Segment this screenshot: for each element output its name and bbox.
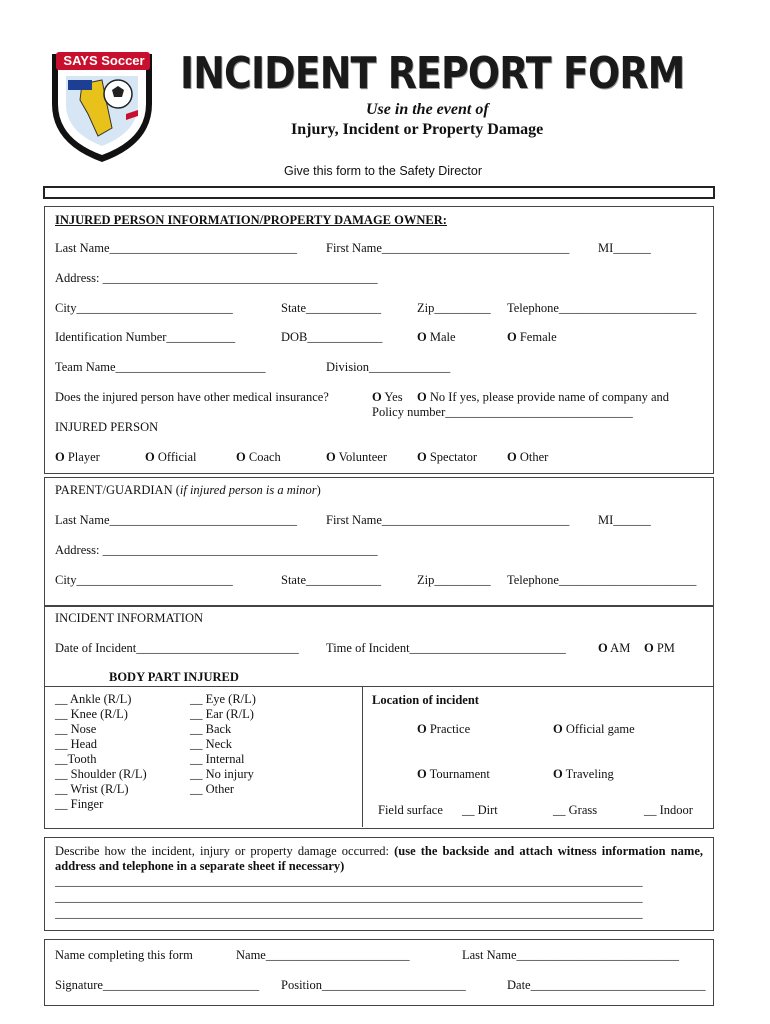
- section2-heading-end: ): [316, 483, 321, 497]
- female-option[interactable]: [507, 330, 557, 345]
- description-bold-text: (use the backside and attach witness information name, address and telephone in a separate sheet if necessary): [55, 844, 703, 873]
- female-label: Female: [519, 330, 557, 344]
- description-instructions: [55, 844, 703, 874]
- location-official-game[interactable]: [553, 722, 635, 737]
- policy-number[interactable]: Policy number______________________________: [372, 405, 633, 419]
- body-part-head[interactable]: __ Head: [55, 737, 97, 751]
- form-subtitle: Use in the event of: [366, 101, 489, 118]
- location-traveling[interactable]: [553, 767, 614, 782]
- body-part-no-injury[interactable]: __ No injury: [190, 767, 254, 781]
- parent-city[interactable]: City_________________________: [55, 573, 233, 587]
- form-instruction: Give this form to the Safety Director: [284, 164, 482, 178]
- pm-label: PM: [656, 641, 675, 655]
- description-line[interactable]: ______________________________________________________________________________________________: [55, 874, 643, 888]
- role-label: Spectator: [429, 450, 478, 464]
- logo-top-text: SAYS Soccer: [63, 53, 145, 68]
- body-part-neck[interactable]: __ Neck: [190, 737, 232, 751]
- section2-heading: [55, 483, 321, 498]
- surface-grass[interactable]: __ Grass: [553, 803, 598, 817]
- injured-last-name[interactable]: Last Name______________________________: [55, 241, 297, 255]
- role-label: Player: [67, 450, 100, 464]
- body-part-ear[interactable]: __ Ear (R/L): [190, 707, 254, 721]
- role-player[interactable]: [55, 450, 100, 465]
- injured-city[interactable]: City_________________________: [55, 301, 233, 315]
- radio-mark: O: [598, 641, 608, 655]
- body-part-back[interactable]: __ Back: [190, 722, 232, 736]
- injured-mi[interactable]: MI______: [598, 241, 651, 255]
- role-label: Volunteer: [338, 450, 388, 464]
- pm-option[interactable]: [644, 641, 675, 656]
- surface-dirt[interactable]: __ Dirt: [462, 803, 498, 817]
- says-soccer-logo: [42, 44, 162, 164]
- location-heading: Location of incident: [372, 693, 479, 707]
- division[interactable]: Division_____________: [326, 360, 451, 374]
- body-part-shoulder[interactable]: __ Shoulder (R/L): [55, 767, 147, 781]
- insurance-no-option[interactable]: [417, 390, 669, 405]
- am-label: AM: [610, 641, 631, 655]
- injured-address[interactable]: Address: ____________________________________________: [55, 271, 378, 285]
- injured-first-name[interactable]: First Name______________________________: [326, 241, 570, 255]
- position-field[interactable]: Position_______________________: [281, 978, 466, 992]
- parent-first-name[interactable]: First Name______________________________: [326, 513, 570, 527]
- radio-mark: O: [417, 330, 427, 344]
- location-tournament[interactable]: [417, 767, 490, 782]
- section3-heading: INCIDENT INFORMATION: [55, 611, 204, 625]
- body-part-heading: BODY PART INJURED: [109, 670, 239, 684]
- body-part-eye[interactable]: __ Eye (R/L): [190, 692, 256, 706]
- team-name[interactable]: Team Name________________________: [55, 360, 266, 374]
- radio-mark: O: [326, 450, 336, 464]
- form-subtitle-2: Injury, Incident or Property Damage: [291, 121, 544, 138]
- radio-mark: O: [553, 722, 563, 736]
- parent-address[interactable]: Address: ____________________________________________: [55, 543, 378, 557]
- insurance-question: Does the injured person have other medical insurance?: [55, 390, 329, 404]
- radio-mark: O: [236, 450, 246, 464]
- injured-zip[interactable]: Zip_________: [417, 301, 491, 315]
- body-part-other[interactable]: __ Other: [190, 782, 235, 796]
- radio-mark: O: [145, 450, 155, 464]
- surface-indoor[interactable]: __ Indoor: [644, 803, 693, 817]
- time-of-incident[interactable]: Time of Incident_________________________: [326, 641, 566, 655]
- practice-label: Practice: [429, 722, 471, 736]
- section1-heading: INJURED PERSON INFORMATION/PROPERTY DAMAGE OWNER:: [55, 213, 447, 227]
- radio-mark: O: [417, 390, 427, 404]
- completer-last-name[interactable]: Last Name__________________________: [462, 948, 679, 962]
- role-label: Coach: [248, 450, 281, 464]
- description-line[interactable]: ______________________________________________________________________________________________: [55, 890, 643, 904]
- no-label: No If yes, please provide name of company and: [429, 390, 670, 404]
- injured-state[interactable]: State____________: [281, 301, 381, 315]
- yes-label: Yes: [384, 390, 403, 404]
- body-part-tooth[interactable]: __Tooth: [55, 752, 97, 766]
- parent-last-name[interactable]: Last Name______________________________: [55, 513, 297, 527]
- section2-heading-italic: if injured person is a minor: [179, 483, 317, 497]
- location-practice[interactable]: [417, 722, 470, 737]
- completing-label: Name completing this form: [55, 948, 193, 962]
- male-label: Male: [429, 330, 456, 344]
- injured-person-label: INJURED PERSON: [55, 420, 159, 434]
- radio-mark: O: [507, 450, 517, 464]
- radio-mark: O: [507, 330, 517, 344]
- radio-mark: O: [644, 641, 654, 655]
- role-coach[interactable]: [236, 450, 281, 465]
- header-divider-bar: [43, 186, 715, 199]
- body-part-wrist[interactable]: __ Wrist (R/L): [55, 782, 129, 796]
- injured-dob[interactable]: DOB____________: [281, 330, 383, 344]
- role-volunteer[interactable]: [326, 450, 387, 465]
- parent-state[interactable]: State____________: [281, 573, 381, 587]
- injured-id-number[interactable]: Identification Number___________: [55, 330, 236, 344]
- signature-field[interactable]: Signature_________________________: [55, 978, 260, 992]
- description-line[interactable]: ______________________________________________________________________________________________: [55, 906, 643, 920]
- role-label: Other: [519, 450, 549, 464]
- incident-info-section: [44, 605, 714, 829]
- tournament-label: Tournament: [429, 767, 490, 781]
- body-part-finger[interactable]: __ Finger: [55, 797, 104, 811]
- traveling-label: Traveling: [565, 767, 614, 781]
- body-part-ankle[interactable]: __ Ankle (R/L): [55, 692, 132, 706]
- date-field[interactable]: Date____________________________: [507, 978, 706, 992]
- injured-telephone[interactable]: Telephone______________________: [507, 301, 697, 315]
- completer-name[interactable]: Name_______________________: [236, 948, 410, 962]
- form-title: INCIDENT REPORT FORM: [180, 48, 685, 99]
- radio-mark: O: [55, 450, 65, 464]
- official-game-label: Official game: [565, 722, 635, 736]
- role-other[interactable]: [507, 450, 548, 465]
- parent-telephone[interactable]: Telephone______________________: [507, 573, 697, 587]
- am-option[interactable]: [598, 641, 630, 656]
- section2-heading-text: PARENT/GUARDIAN (: [55, 483, 180, 497]
- radio-mark: O: [417, 450, 427, 464]
- radio-mark: O: [417, 767, 427, 781]
- radio-mark: O: [372, 390, 382, 404]
- body-part-divider: [44, 686, 713, 687]
- parent-zip[interactable]: Zip_________: [417, 573, 491, 587]
- location-divider: [362, 686, 363, 827]
- parent-mi[interactable]: MI______: [598, 513, 651, 527]
- insurance-yes-option[interactable]: [372, 390, 403, 405]
- date-of-incident[interactable]: Date of Incident__________________________: [55, 641, 299, 655]
- body-part-nose[interactable]: __ Nose: [55, 722, 97, 736]
- male-option[interactable]: [417, 330, 456, 345]
- role-spectator[interactable]: [417, 450, 477, 465]
- radio-mark: O: [553, 767, 563, 781]
- body-part-knee[interactable]: __ Knee (R/L): [55, 707, 128, 721]
- description-text: Describe how the incident, injury or property damage occurred:: [55, 844, 395, 858]
- radio-mark: O: [417, 722, 427, 736]
- role-official[interactable]: [145, 450, 197, 465]
- field-surface-label: Field surface: [378, 803, 443, 817]
- body-part-internal[interactable]: __ Internal: [190, 752, 245, 766]
- role-label: Official: [157, 450, 197, 464]
